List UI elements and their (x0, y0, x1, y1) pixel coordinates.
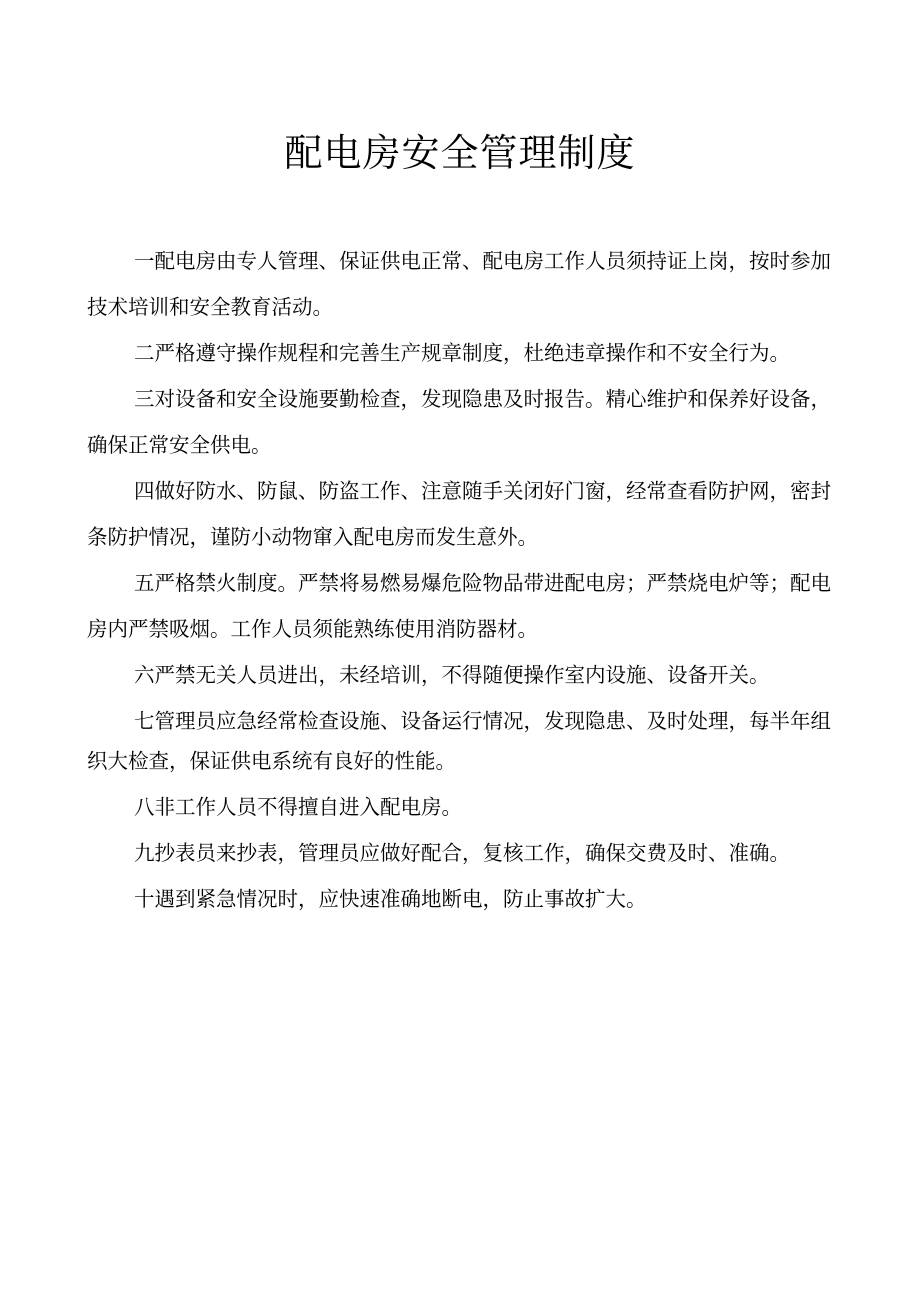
page-title: 配电房安全管理制度 (284, 131, 636, 175)
rule-paragraph-8: 八非工作人员不得擅自进入配电房。 (134, 795, 462, 819)
rule-paragraph-7: 七管理员应急经常检查设施、设备运行情况，发现隐患、及时处理，每半年组织大检查，保证供电系统有良好的性能。 (87, 709, 831, 773)
rule-paragraph-6: 六严禁无关人员进出，未经培训，不得随便操作室内设施、设备开关。 (134, 663, 770, 687)
rule-paragraph-4: 四做好防水、防鼠、防盗工作、注意随手关闭好门窗，经常查看防护网，密封条防护情况，谨防小动物窜入配电房而发生意外。 (87, 479, 831, 549)
rule-paragraph-1: 一配电房由专人管理、保证供电正常、配电房工作人员须持证上岗，按时参加技术培训和安全教育活动。 (87, 249, 831, 319)
rule-paragraph-9: 九抄表员来抄表，管理员应做好配合，复核工作，确保交费及时、准确。 (134, 841, 790, 865)
rule-paragraph-5: 五严格禁火制度。严禁将易燃易爆危险物品带进配电房；严禁烧电炉等；配电房内严禁吸烟。工作人员须能熟练使用消防器材。 (87, 571, 831, 641)
rule-paragraph-3: 三对设备和安全设施要勤检查，发现隐患及时报告。精心维护和保养好设备，确保正常安全供电。 (87, 387, 831, 457)
rule-paragraph-2: 二严格遵守操作规程和完善生产规章制度，杜绝违章操作和不安全行为。 (134, 341, 790, 365)
rule-paragraph-10: 十遇到紧急情况时，应快速准确地断电，防止事故扩大。 (134, 887, 647, 911)
document-body (87, 238, 831, 922)
